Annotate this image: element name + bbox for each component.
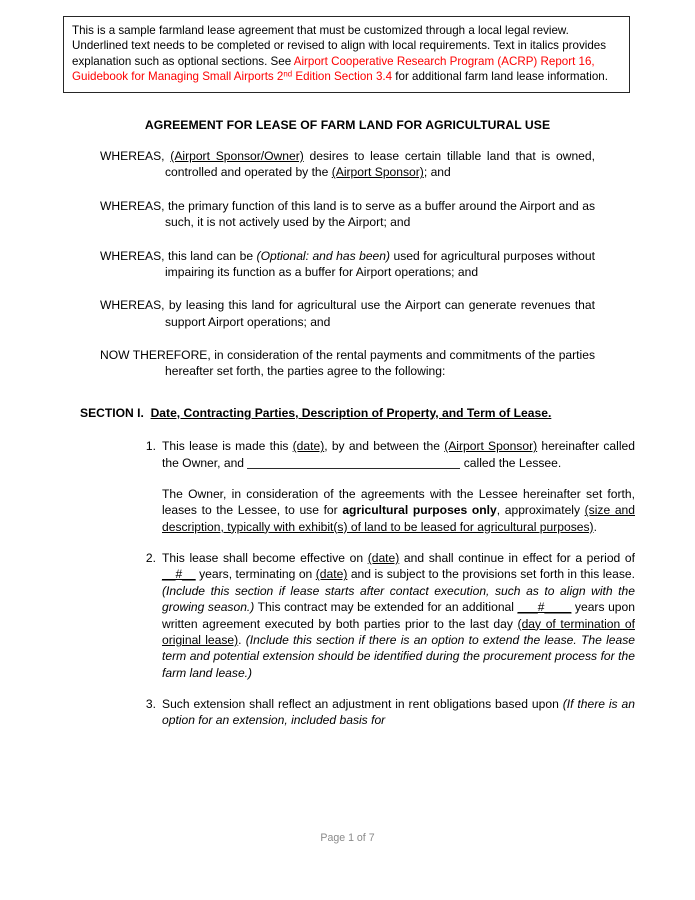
recital-lead-5: NOW THEREFORE, bbox=[100, 348, 211, 362]
section-title: Date, Contracting Parties, Description of Property, and Term of Lease. bbox=[150, 405, 552, 420]
recital-lead-3: WHEREAS, bbox=[100, 248, 165, 263]
notice-text-part1: This is a sample farmland lease agreement that must be customized through a local legal review. Underlined text needs to be completed or revised to align with local requirements. Text in italics provides explanation such as optional sections. See bbox=[72, 24, 607, 68]
recital-4-seg1: by leasing this land for agricultural use the Airport can generate revenues that support Airport operations; and bbox=[164, 298, 595, 329]
notice-red-part2: Edition Section 3.4 bbox=[292, 70, 393, 84]
clause-2-day-of-termination-blank: (day of termination of original lease) bbox=[162, 616, 635, 647]
section-heading bbox=[0, 405, 695, 421]
clause-2-years-blank-1: __#__ bbox=[162, 567, 196, 582]
clause-2-note-2: (Include this section if there is an option to extend the lease. The lease term and potential extension should be identified during the procurement process for the farm land lease.) bbox=[162, 632, 635, 680]
recital-2-seg1: the primary function of this land is to serve as a buffer around the Airport and as such, it is not actively used by the Airport; and bbox=[164, 198, 595, 230]
clause-2-f: years upon written agreement executed by both parties prior to the last day bbox=[162, 600, 635, 631]
clause-1-size-description-blank: (size and description, typically with exhibit(s) of land to be leased for agricultural purposes) bbox=[162, 503, 635, 534]
notice-text bbox=[72, 23, 621, 85]
clause-item-1 bbox=[145, 438, 635, 535]
recital-paragraph-4 bbox=[0, 297, 695, 330]
section-label: SECTION I. bbox=[80, 405, 144, 420]
clause-2-note-1: (Include this section if lease starts after contact execution, such as to align with the growing season.) bbox=[162, 583, 635, 615]
clause-number-3: 3. bbox=[145, 697, 156, 712]
recital-paragraph-1 bbox=[0, 148, 695, 181]
clause-2-d: and is subject to the provisions set forth in this lease. bbox=[347, 567, 636, 582]
clause-1-p2-a: The Owner, in consideration of the agreements with the Lessee hereinafter set forth, leases to the Lessee, to use for bbox=[162, 486, 635, 518]
clause-number-2: 2. bbox=[145, 551, 156, 566]
recital-1-seg2: desires to lease certain tillable land that is owned, controlled and operated by the bbox=[165, 149, 595, 180]
recital-3-seg2: used for agricultural purposes without impairing its function as a buffer for Airport operations; and bbox=[165, 248, 595, 279]
recital-1-underline-1: (Airport Sponsor/Owner) bbox=[170, 149, 304, 163]
instruction-notice-box bbox=[63, 16, 630, 93]
clause-2-e: This contract may be extended for an additional bbox=[254, 600, 518, 615]
clause-2-paragraph bbox=[162, 550, 635, 681]
clause-2-c: years, terminating on bbox=[195, 567, 316, 582]
notice-text-part2: for additional farm land lease information. bbox=[392, 70, 608, 84]
clause-2-g: . bbox=[238, 632, 246, 647]
notice-red-part1: Airport Cooperative Research Program (ACRP) Report 16, Guidebook for Managing Small Airports 2 bbox=[72, 54, 595, 84]
recital-3-optional-note: (Optional: and has been) bbox=[256, 248, 391, 263]
clause-1-p1-c: hereinafter called the Owner, and bbox=[162, 439, 635, 470]
clause-1-p2-c: . bbox=[593, 519, 597, 534]
clause-3-note-1: (If there is an option for an extension, included basis for bbox=[162, 697, 635, 728]
section-spacer bbox=[144, 406, 151, 420]
recital-paragraph-5 bbox=[0, 347, 695, 380]
recital-3-seg1: this land can be bbox=[164, 248, 257, 263]
clause-1-p1-b: , by and between the bbox=[324, 439, 445, 454]
clause-list bbox=[0, 438, 695, 729]
page-footer: Page 1 of 7 bbox=[320, 832, 375, 844]
clause-1-date-blank-1: (date) bbox=[292, 439, 325, 454]
clause-1-p2-b: , approximately bbox=[496, 503, 585, 518]
recital-5-seg1: in consideration of the rental payments and commitments of the parties hereafter set forth, the parties agree to the following: bbox=[165, 348, 596, 379]
clause-1-paragraph-1 bbox=[162, 438, 635, 471]
clause-item-2 bbox=[145, 550, 636, 681]
recital-lead-1: WHEREAS, bbox=[100, 149, 165, 163]
notice-ordinal-suffix: nd bbox=[283, 69, 293, 79]
clause-2-effective-date-blank: (date) bbox=[367, 551, 400, 566]
clause-item-3 bbox=[145, 696, 635, 729]
clause-2-years-blank-2: ___#____ bbox=[517, 600, 572, 615]
clause-1-paragraph-2 bbox=[162, 486, 635, 535]
clause-2-a: This lease shall become effective on bbox=[162, 551, 368, 566]
clause-3-paragraph bbox=[162, 696, 635, 729]
recital-paragraph-3 bbox=[0, 248, 695, 281]
recital-lead-4: WHEREAS, bbox=[100, 298, 165, 313]
clause-3-a: Such extension shall reflect an adjustment in rent obligations based upon bbox=[162, 697, 563, 712]
recital-lead-2: WHEREAS, bbox=[100, 198, 165, 213]
recital-1-seg3: ; and bbox=[423, 165, 451, 180]
clause-1-agricultural-purposes-bold: agricultural purposes only bbox=[342, 503, 497, 518]
recital-1-underline-2: (Airport Sponsor) bbox=[331, 165, 424, 180]
clause-1-lessee-fill-in-line bbox=[247, 456, 460, 468]
document-body bbox=[0, 148, 695, 744]
clause-1-p1-a: This lease is made this bbox=[162, 439, 293, 454]
recital-paragraph-2 bbox=[0, 198, 695, 231]
clause-2-termination-date-blank: (date) bbox=[315, 567, 348, 582]
clause-number-1: 1. bbox=[145, 439, 156, 454]
clause-1-p1-d: called the Lessee. bbox=[460, 455, 562, 470]
clause-1-airport-sponsor-blank: (Airport Sponsor) bbox=[444, 439, 538, 454]
page-title: AGREEMENT FOR LEASE OF FARM LAND FOR AGRICULTURAL USE bbox=[144, 118, 551, 132]
clause-2-b: and shall continue in effect for a period of bbox=[399, 551, 635, 566]
